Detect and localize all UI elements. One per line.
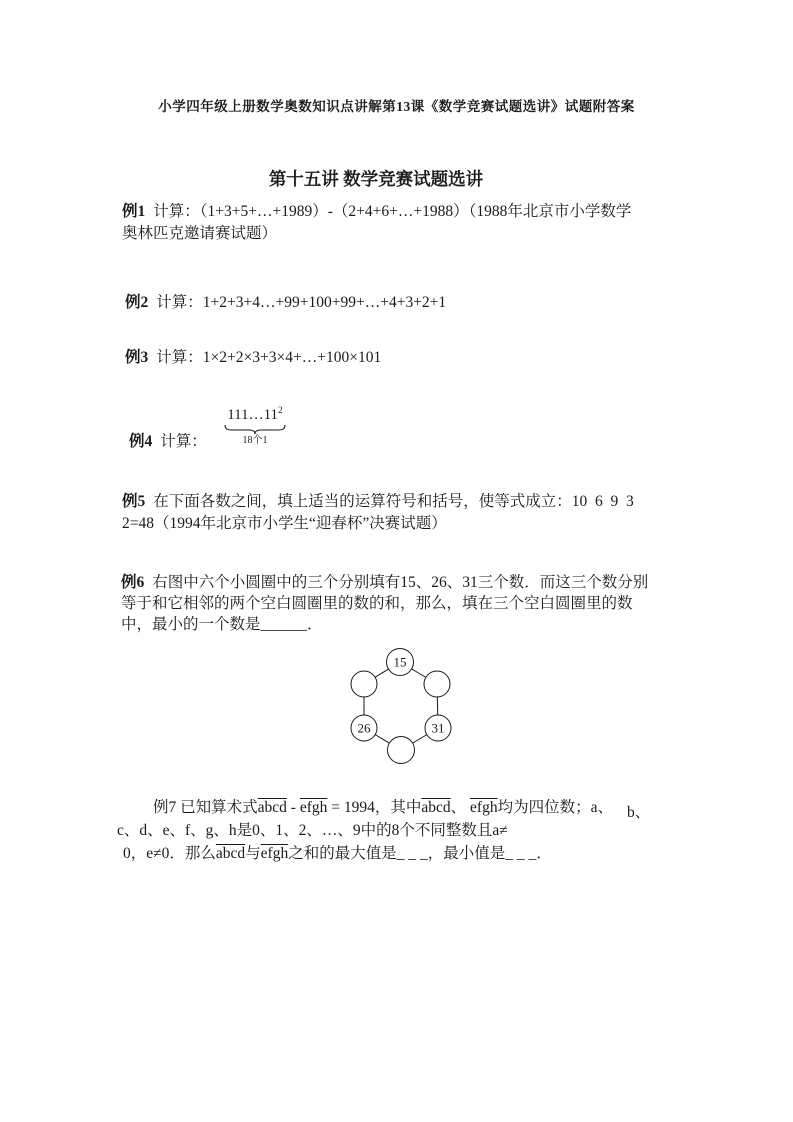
problem-ex2-label: 例2	[125, 294, 149, 311]
problem-ex6	[121, 572, 648, 635]
ex7-efgh-overline: efgh	[260, 845, 289, 862]
text-line	[123, 842, 650, 865]
ex7-segment: 与	[245, 845, 261, 862]
ex7-segment: 、	[450, 799, 471, 816]
problem-ex1-text: 计算：（1+3+5+…+1989）-（2+4+6+…+1988）（1988年北京市小学数学	[153, 203, 632, 220]
ex7-blank-min: _ _ _	[505, 845, 537, 862]
text-line: 等于和它相邻的两个空白圆圈里的数的和，那么，填在三个空白圆圈里的数	[121, 595, 633, 612]
diagram-circle-bottom	[388, 737, 415, 764]
diagram-circle-upper-right	[424, 671, 450, 697]
problem-ex3-label: 例3	[125, 349, 149, 366]
ex7-efgh-overline: efgh	[299, 799, 328, 816]
text-line	[125, 292, 446, 313]
ex7-segment: 0，e≠0．那么	[123, 845, 216, 862]
problem-ex3	[125, 347, 381, 368]
problem-ex5-label: 例5	[122, 493, 146, 510]
text-line	[153, 796, 650, 819]
ex7-segment: ．	[536, 845, 552, 862]
text-line	[125, 347, 381, 368]
ex7-segment: -	[286, 799, 300, 816]
text-line	[121, 572, 648, 593]
diagram-value-top: 15	[393, 654, 407, 670]
ex7-blank-max: _ _ _	[396, 845, 428, 862]
circle-diagram	[339, 639, 461, 767]
problem-ex4-formula	[221, 407, 289, 446]
underbrace-label: 18个1	[242, 435, 268, 446]
formula-number	[221, 407, 289, 424]
problem-ex3-text: 计算：1×2+2×3+3×4+…+100×101	[156, 349, 382, 366]
ex7-lowered-b: b、	[626, 804, 651, 821]
ex7-segment: = 1994，其中	[327, 799, 422, 816]
document-header: 小学四年级上册数学奥数知识点讲解第13课《数学竞赛试题选讲》试题附答案	[158, 99, 635, 114]
ex7-abcd-overline: abcd	[215, 845, 246, 862]
text-line: 奥林匹克邀请赛试题）	[122, 225, 278, 242]
ex7-segment: 均为四位数；a、	[497, 799, 613, 816]
ex7-abcd-overline: abcd	[421, 799, 451, 816]
formula-base: 111…11	[227, 407, 279, 423]
section-title: 第十五讲 数学竞赛试题选讲	[268, 169, 484, 189]
text-line	[122, 201, 631, 223]
problem-ex2-text: 计算：1+2+3+4…+99+100+99+…+4+3+2+1	[156, 294, 447, 311]
problem-ex5-text: 在下面各数之间，填上适当的运算符号和括号，使等式成立：10 6 9 3	[153, 493, 634, 510]
diagram-value-lower-left: 26	[357, 720, 371, 736]
underbrace-icon	[224, 425, 286, 434]
ex7-segment: 之和的最大值是	[288, 845, 397, 862]
problem-ex7	[117, 796, 650, 865]
problem-ex6-text: 右图中六个小圆圈中的三个分别填有15、26、31三个数．而这三个数分别	[152, 574, 649, 591]
ex7-segment: ，最小值是	[427, 845, 506, 862]
problem-ex5	[122, 491, 634, 535]
ex7-segment: 已知算术式	[180, 799, 258, 816]
ex7-efgh-overline: efgh	[470, 799, 498, 816]
problem-ex1	[122, 201, 631, 245]
ex7-abcd-overline: abcd	[257, 799, 287, 816]
problem-ex6-label: 例6	[121, 574, 145, 591]
diagram-circle-upper-left	[351, 671, 377, 697]
problem-ex4-text: 计算：	[160, 433, 207, 450]
problem-ex2	[125, 292, 446, 313]
text-line	[122, 491, 634, 513]
problem-ex4	[129, 431, 207, 452]
text-line: 2=48（1994年北京市小学生“迎春杯”决赛试题）	[122, 515, 447, 532]
text-line: c、d、e、f、g、h是0、1、2、…、9中的8个不同整数且a≠	[117, 822, 508, 839]
problem-ex7-label: 例7	[153, 799, 177, 816]
formula-exponent: 2	[278, 406, 283, 416]
problem-ex4-label: 例4	[129, 433, 153, 450]
text-line	[129, 431, 207, 452]
problem-ex1-label: 例1	[122, 203, 146, 220]
text-line: 中，最小的一个数是______．	[121, 616, 323, 633]
diagram-value-lower-right: 31	[431, 720, 445, 736]
